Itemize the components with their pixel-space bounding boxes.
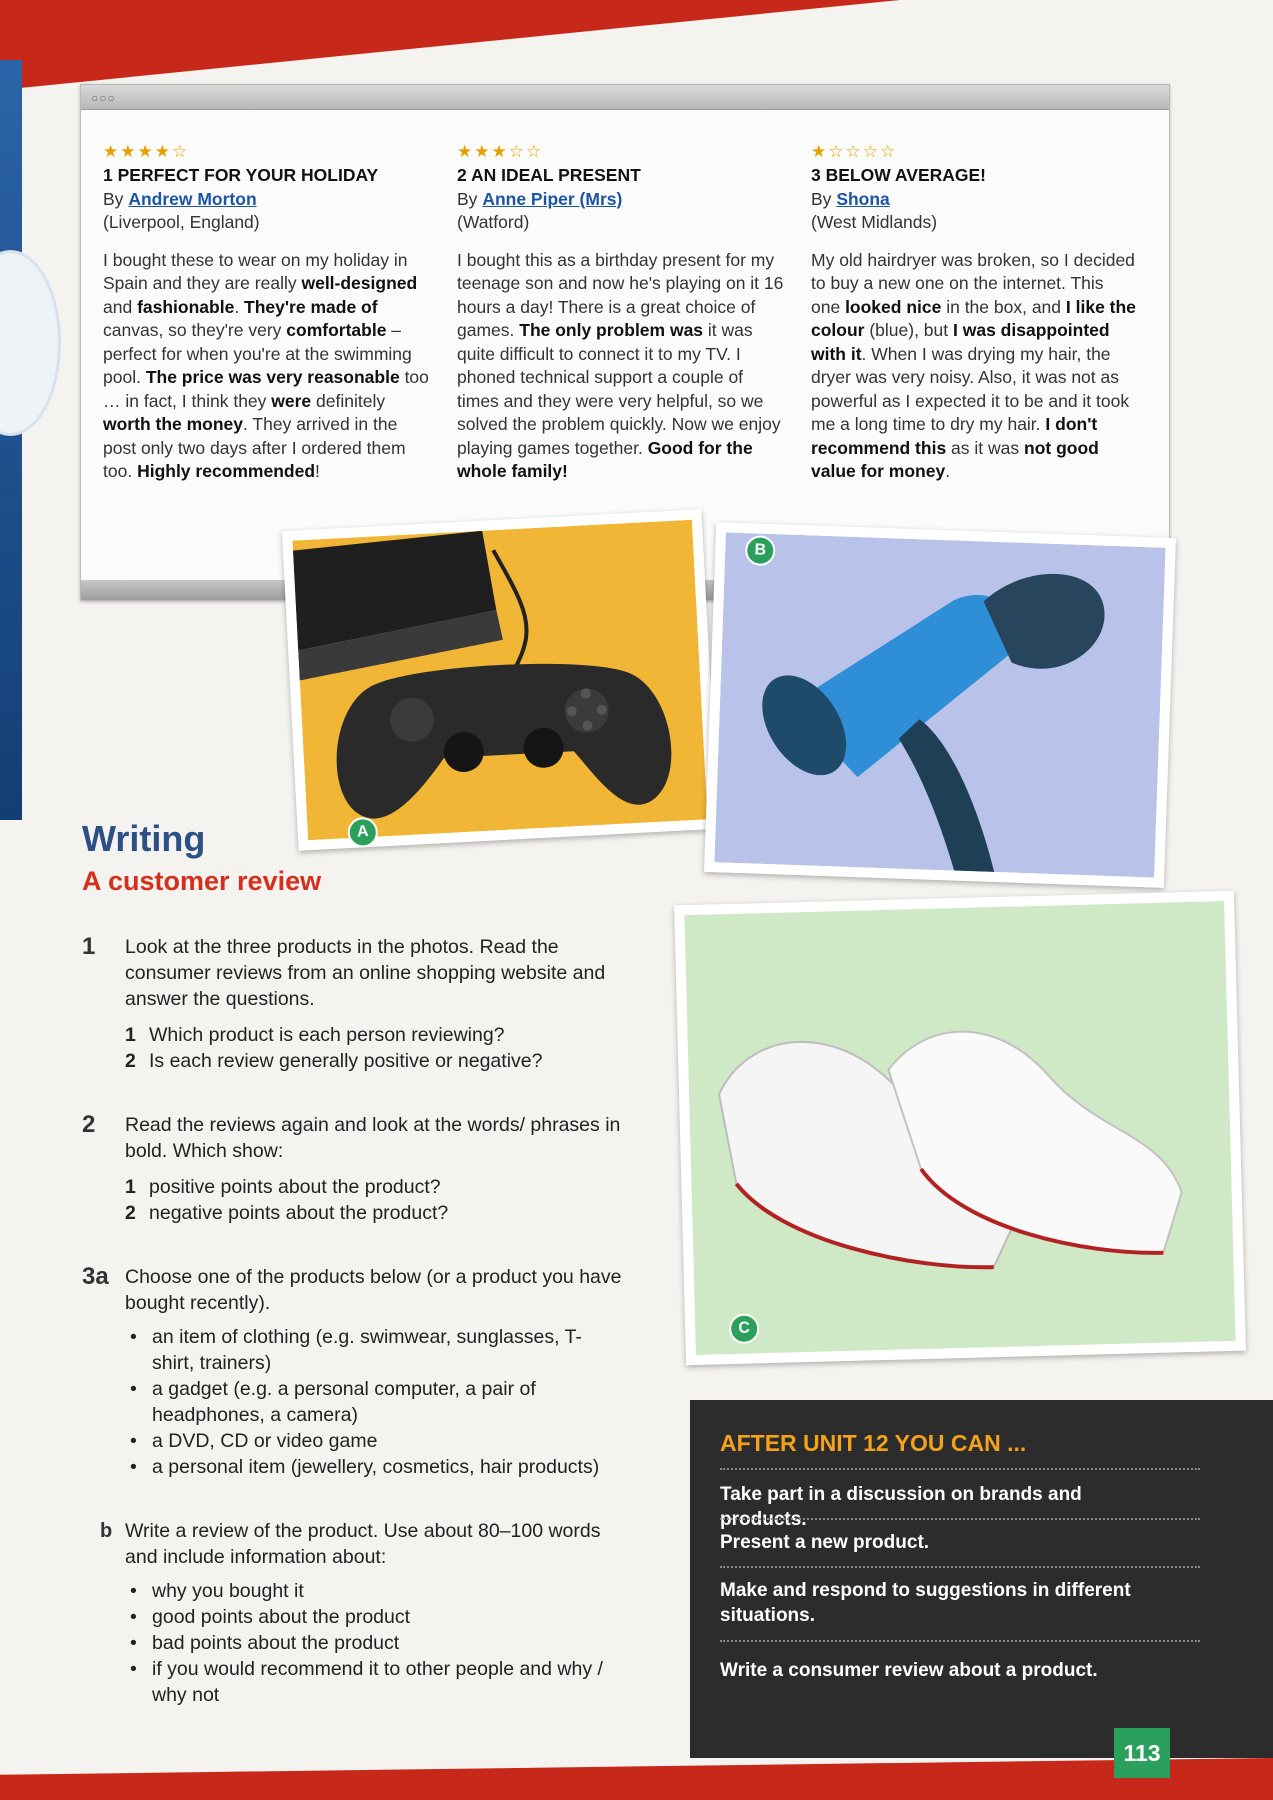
list-item: • good points about the product xyxy=(126,1604,622,1630)
author-link[interactable]: Shona xyxy=(836,188,890,209)
review-body xyxy=(811,249,1136,484)
exercise-instruction: Write a review of the product. Use about 80–100 words and include information about: xyxy=(125,1520,601,1568)
review-text: . xyxy=(234,296,245,317)
photo-label-c: C xyxy=(729,1313,760,1344)
exercise-instruction: Look at the three products in the photos. Read the consumer reviews from an online shopping website and answer the questions. xyxy=(125,936,606,1010)
bold-phrase: I was disappointed with it xyxy=(811,320,1110,364)
page-number: 113 xyxy=(1114,1728,1170,1778)
photo-label-b: B xyxy=(745,535,776,566)
bold-phrase: The only problem was xyxy=(519,320,704,340)
review-text: definitely xyxy=(311,390,386,411)
review-text: My old hairdryer was broken, so I decided to buy a new one on the internet. This one xyxy=(811,249,1135,317)
divider xyxy=(720,1566,1200,1568)
review-author-line: By Shona xyxy=(811,188,890,209)
left-edge-decoration xyxy=(0,250,61,436)
star-rating: ★★★★☆ xyxy=(103,142,190,161)
review-body xyxy=(103,249,433,484)
bold-phrase: comfortable xyxy=(286,320,387,340)
bold-phrase: looked nice xyxy=(845,296,942,317)
question-item: 1 Which product is each person reviewing? xyxy=(125,1024,505,1046)
bold-phrase: were xyxy=(271,390,312,411)
exercise-instruction: Choose one of the products below (or a product you have bought recently). xyxy=(125,1266,622,1314)
bold-phrase: worth the money xyxy=(103,414,244,434)
bold-phrase: well-designed xyxy=(301,273,418,293)
review-author-line: By Andrew Morton xyxy=(103,188,257,209)
star-rating: ★☆☆☆☆ xyxy=(811,142,898,161)
photo-c-trainers xyxy=(674,891,1246,1366)
can-do-item: Write a consumer review about a product. xyxy=(720,1660,1098,1681)
photo-b-hairdryer xyxy=(704,522,1176,888)
exercise-questions xyxy=(125,1022,642,1074)
list-item: • a personal item (jewellery, cosmetics, hair products) xyxy=(126,1454,622,1480)
game-controller-image xyxy=(292,520,707,841)
list-item: • bad points about the product xyxy=(126,1630,622,1656)
exercise-instruction: Read the reviews again and look at the words/ phrases in bold. Which show: xyxy=(125,1114,621,1162)
review-1 xyxy=(103,140,433,484)
list-item: • a gadget (e.g. a personal computer, a pair of headphones, a camera) xyxy=(126,1376,622,1428)
bold-phrase: I like the colour xyxy=(811,296,1136,340)
review-content-list xyxy=(126,1578,622,1708)
review-text: ! xyxy=(315,461,320,481)
review-3 xyxy=(811,140,1136,484)
section-subtitle: A customer review xyxy=(82,866,322,896)
can-do-item: Take part in a discussion on brands and products. xyxy=(720,1484,1082,1530)
bold-phrase: I don't recommend this xyxy=(811,414,1098,458)
author-link[interactable]: Anne Piper (Mrs) xyxy=(482,188,623,209)
list-item: • a DVD, CD or video game xyxy=(126,1428,622,1454)
review-body xyxy=(457,249,787,484)
author-link[interactable]: Andrew Morton xyxy=(128,188,257,209)
review-title: 1 PERFECT FOR YOUR HOLIDAY xyxy=(103,165,379,185)
exercise-questions xyxy=(125,1174,642,1226)
red-bottom-decoration xyxy=(0,1758,1273,1800)
review-text: . When I was drying my hair, the dryer was very noisy. Also, it was not as powerful as I expected it to be and it took me a long time to dry my hair. xyxy=(811,343,1130,434)
browser-title-bar xyxy=(81,85,1169,110)
bold-phrase: Highly recommended xyxy=(137,461,316,481)
exercise-2 xyxy=(82,1112,642,1226)
exercise-number: 3a xyxy=(82,1263,109,1290)
bold-phrase: The price was very reasonable xyxy=(145,367,400,387)
review-text: as it was xyxy=(946,437,1024,458)
exercise-3b xyxy=(82,1518,622,1708)
trainers-image xyxy=(684,901,1235,1355)
can-do-item: Make and respond to suggestions in different situations. xyxy=(720,1580,1131,1626)
list-item: • why you bought it xyxy=(126,1578,622,1604)
review-title: 2 AN IDEAL PRESENT xyxy=(457,165,641,185)
bold-phrase: Good for the whole family! xyxy=(457,437,753,481)
review-author-line: By Anne Piper (Mrs) xyxy=(457,188,623,209)
bold-phrase: fashionable xyxy=(137,296,235,317)
divider xyxy=(720,1640,1200,1642)
divider xyxy=(720,1468,1200,1470)
review-text: and xyxy=(103,296,138,317)
question-item: 1 positive points about the product? xyxy=(125,1176,441,1198)
review-text: . xyxy=(945,461,951,481)
bold-phrase: They're made of xyxy=(244,296,378,317)
review-location: (Liverpool, England) xyxy=(103,212,260,232)
exercise-number: 1 xyxy=(82,933,96,960)
photo-a-game-controller xyxy=(282,509,718,851)
exercise-1 xyxy=(82,934,642,1074)
review-title: 3 BELOW AVERAGE! xyxy=(811,165,987,185)
exercise-3a xyxy=(82,1264,622,1480)
review-text: . They arrived in the post only two days after I ordered them too. xyxy=(103,414,406,481)
exercise-number: 2 xyxy=(82,1111,96,1138)
review-text: canvas, so they're very xyxy=(103,320,287,340)
product-options-list xyxy=(126,1324,622,1480)
review-text: (blue), but xyxy=(864,320,954,340)
review-text: I bought this as a birthday present for my teenage son and now he's playing on it 16 hours a day! There is a great choice of games. xyxy=(457,249,784,340)
panel-title: AFTER UNIT 12 YOU CAN ... xyxy=(720,1430,1027,1456)
window-controls-icon[interactable]: ○○○ xyxy=(91,91,116,105)
bold-phrase: not good value for money xyxy=(811,437,1099,481)
star-rating: ★★★☆☆ xyxy=(457,142,544,161)
photo-label-a: A xyxy=(347,817,379,849)
after-unit-panel xyxy=(690,1400,1273,1758)
review-location: (West Midlands) xyxy=(811,212,938,232)
exercise-number: b xyxy=(100,1520,113,1542)
divider xyxy=(720,1518,1200,1520)
left-edge-strip xyxy=(0,60,22,820)
red-corner-decoration xyxy=(0,0,900,90)
question-item: 2 negative points about the product? xyxy=(125,1202,449,1224)
review-text: in the box, and xyxy=(941,296,1066,317)
question-item: 2 Is each review generally positive or negative? xyxy=(125,1050,543,1072)
review-2 xyxy=(457,140,787,484)
list-item: • if you would recommend it to other people and why / why not xyxy=(126,1656,622,1708)
hairdryer-image xyxy=(714,532,1165,877)
review-text: I bought these to wear on my holiday in Spain and they are really xyxy=(103,249,408,293)
review-location: (Watford) xyxy=(457,212,530,232)
section-title: Writing xyxy=(82,818,206,859)
review-text: – perfect for when you're at the swimming pool. xyxy=(103,320,412,387)
list-item: • an item of clothing (e.g. swimwear, sunglasses, T-shirt, trainers) xyxy=(126,1324,622,1376)
review-text: too … in fact, I think they xyxy=(103,367,429,411)
review-text: it was quite difficult to connect it to my TV. I phoned technical support a couple of times and they were very helpful, so we solved the problem quickly. Now we enjoy playing games together. xyxy=(457,320,781,458)
can-do-item: Present a new product. xyxy=(720,1532,930,1553)
